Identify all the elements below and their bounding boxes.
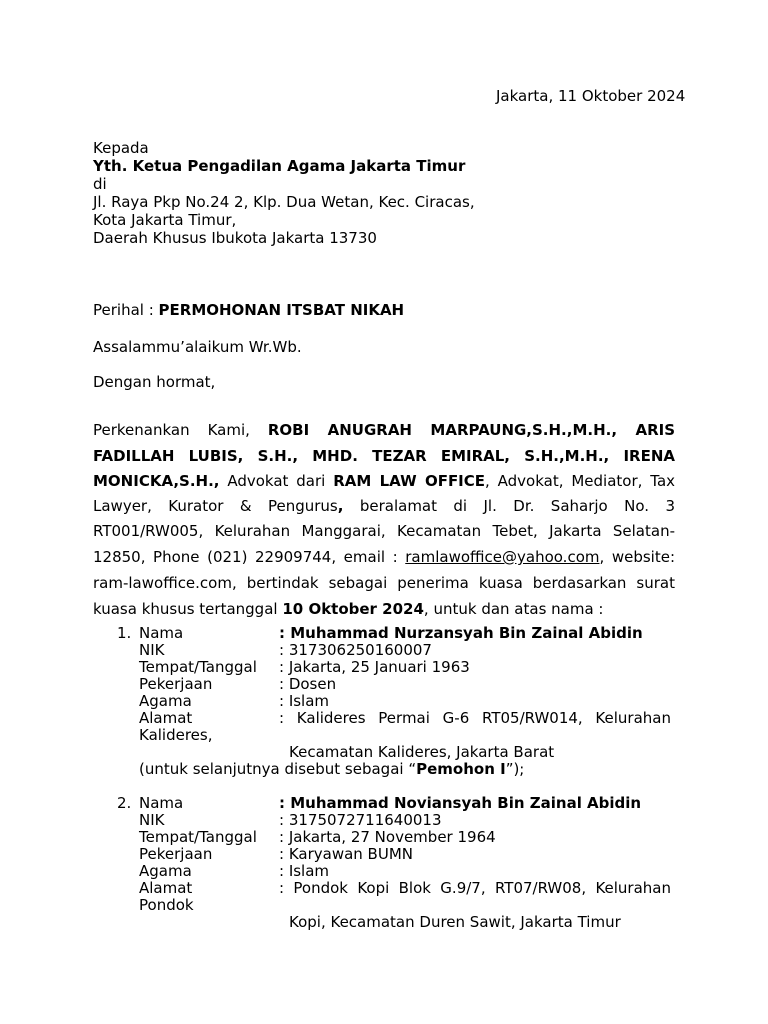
label-ttl: Tempat/Tanggal	[139, 658, 257, 676]
salutation: Dengan hormat,	[93, 373, 216, 391]
body-line-3	[93, 468, 675, 494]
body-line-1	[93, 417, 675, 443]
party-number: 1.	[117, 624, 132, 642]
designation-role: Pemohon I	[416, 760, 506, 778]
advocate-names: MONICKA,S.H.,	[93, 472, 220, 490]
party-2-address-wrap: Pondok	[139, 896, 194, 914]
label-nik: NIK	[139, 641, 165, 659]
label-agama: Agama	[139, 862, 192, 880]
subject-line	[93, 301, 404, 319]
greeting: Assalammu’alaikum Wr.Wb.	[93, 338, 302, 356]
recipient-address-line-3: Daerah Khusus Ibukota Jakarta 13730	[93, 229, 377, 247]
body-text: beralamat di Jl. Dr. Saharjo No. 3	[343, 497, 675, 515]
recipient-kepada: Kepada	[93, 139, 149, 157]
body-line-8	[93, 596, 675, 622]
label-pekerjaan: Pekerjaan	[139, 675, 213, 693]
body-line-2: FADILLAH LUBIS, S.H., MHD. TEZAR EMIRAL, S.H.,M.H., IRENA	[93, 447, 675, 465]
label-pekerjaan: Pekerjaan	[139, 845, 213, 863]
email-link[interactable]: ramlawoffice@yahoo.com	[405, 548, 600, 566]
designation-text: ”);	[505, 760, 525, 778]
party-number: 2.	[117, 794, 132, 812]
body-text: ,	[337, 497, 344, 515]
body-text: , untuk dan atas nama :	[423, 600, 604, 618]
power-of-attorney-date: 10 Oktober 2024	[282, 600, 424, 618]
recipient-address-line-1: Jl. Raya Pkp No.24 2, Klp. Dua Wetan, Kec. Ciracas,	[93, 193, 475, 211]
party-2-address-line-1: : Pondok Kopi Blok G.9/7, RT07/RW08, Kelurahan	[279, 879, 671, 897]
body-text: , website:	[599, 548, 676, 566]
recipient-di: di	[93, 175, 107, 193]
subject-value: PERMOHONAN ITSBAT NIKAH	[158, 301, 405, 319]
label-nama: Nama	[139, 624, 184, 642]
firm-name: RAM LAW OFFICE	[333, 472, 486, 490]
recipient-address-line-2: Kota Jakarta Timur,	[93, 211, 237, 229]
party-2-birth: : Jakarta, 27 November 1964	[279, 828, 496, 846]
party-2-name: : Muhammad Noviansyah Bin Zainal Abidin	[279, 794, 642, 812]
body-text: 12850, Phone (021) 22909744, email :	[93, 548, 406, 566]
body-text: Advokat dari	[219, 472, 334, 490]
label-agama: Agama	[139, 692, 192, 710]
party-2-address-line-2: Kopi, Kecamatan Duren Sawit, Jakarta Timur	[289, 913, 621, 931]
designation-text: (untuk selanjutnya disebut sebagai “	[139, 760, 417, 778]
subject-label: Perihal :	[93, 301, 159, 319]
body-line-7: ram-lawoffice.com, bertindak sebagai penerima kuasa berdasarkan surat	[93, 574, 675, 592]
party-1-designation	[139, 761, 524, 778]
body-text: , Advokat, Mediator, Tax	[485, 472, 676, 490]
body-text: Lawyer, Kurator & Pengurus	[93, 497, 338, 515]
advocate-names: ROBI ANUGRAH MARPAUNG,S.H.,M.H., ARIS	[267, 421, 675, 439]
label-nik: NIK	[139, 811, 165, 829]
party-1-birth: : Jakarta, 25 Januari 1963	[279, 658, 470, 676]
body-text: kuasa khusus tertanggal	[93, 600, 283, 618]
label-alamat: Alamat	[139, 879, 193, 897]
party-1-occupation: : Dosen	[279, 675, 337, 693]
party-2-occupation: : Karyawan BUMN	[279, 845, 413, 863]
body-line-6	[93, 544, 675, 570]
party-1-address-line-2: Kecamatan Kalideres, Jakarta Barat	[289, 743, 555, 761]
party-2-nik: : 3175072711640013	[279, 811, 442, 829]
body-text: Perkenankan Kami,	[93, 421, 268, 439]
body-line-4	[93, 493, 675, 519]
label-nama: Nama	[139, 794, 184, 812]
label-ttl: Tempat/Tanggal	[139, 828, 257, 846]
party-1-address-line-1: : Kalideres Permai G-6 RT05/RW014, Kelurahan	[279, 709, 671, 727]
party-1-religion: : Islam	[279, 692, 330, 710]
party-1-name: : Muhammad Nurzansyah Bin Zainal Abidin	[279, 624, 643, 642]
party-1-nik: : 317306250160007	[279, 641, 432, 659]
party-1-address-wrap: Kalideres,	[139, 726, 213, 744]
party-2-religion: : Islam	[279, 862, 330, 880]
recipient-title: Yth. Ketua Pengadilan Agama Jakarta Timur	[93, 157, 466, 175]
letter-date: Jakarta, 11 Oktober 2024	[496, 87, 686, 105]
label-alamat: Alamat	[139, 709, 193, 727]
body-line-5: RT001/RW005, Kelurahan Manggarai, Kecamatan Tebet, Jakarta Selatan-	[93, 522, 675, 540]
